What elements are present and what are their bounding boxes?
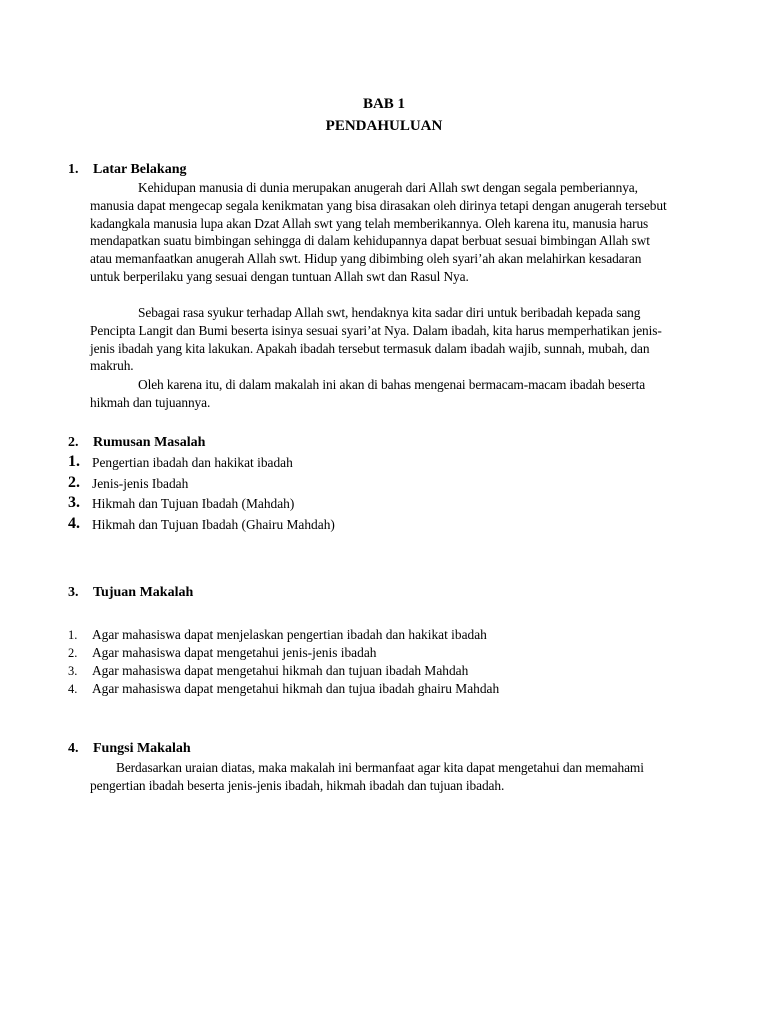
chapter-label: BAB 1 [362,96,406,112]
section-4-heading [68,740,191,758]
section-4-number: 4. [68,741,79,756]
document-page: BAB 1 PENDAHULUAN 1. Latar Belakang Kehidupan manusia di dunia merupakan anugerah dari Allah swt dengan segala pemberiannya, manusia dapat mengecap segala kenikmatan yang bisa dirasakan oleh dirinya tetapi dengan anugerah tersebut kadangkala manusia lupa akan Dzat Allah swt yang telah memberikannya. Oleh karena itu, manusia harus mendapatkan suatu bimbingan sehingga di dalam kehidupannya dapat berbuat sesuai bimbingan Allah swt atau memanfaatkan anugerah Allah swt. Hidup yang dibimbing oleh syari’ah akan melahirkan kesadaran untuk berperilaku yang sesuai dengan tuntuan Allah swt dan Rasul Nya. Sebagai rasa syukur terhadap Allah swt, hendaknya kita sadar diri untuk beribadah kepada sang Pencipta Langit dan Bumi beserta isinya sesuai syari’at Nya. Dalam ibadah, kita harus memperhatikan jenis-jenis ibadah yang kita lakukan. Apakah ibadah tersebut termasuk dalam ibadah wajib, sunnah, mubah, dan makruh. Oleh karena itu, di dalam makalah ini akan di bahas mengenai bermacam-macam ibadah beserta hikmah dan tujuannya. 2. Rumusan Masalah 1. Pengertian ibadah dan hakikat ibadah 2. Jenis-jenis Ibadah 3. Hikmah dan Tujuan Ibadah (Mahdah) 4. Hikmah dan Tujuan Ibadah (Ghairu Mahdah) 3. Tujuan Makalah 1. Agar mahasiswa dapat menjelaskan pengertian ibadah dan hakikat ibadah 2. Agar mahasiswa dapat mengetahui jenis-jenis ibadah 3. Agar mahasiswa dapat mengetahui hikmah dan tujuan ibadah Mahdah 4. Agar mahasiswa dapat mengetahui hikmah dan tujua ibadah ghairu Mahdah 4. Fungsi Makalah Berdasarkan uraian diatas, maka makalah ini bermanfaat agar kita dapat mengetahui dan memahami pengertian ibadah beserta jenis-jenis ibadah, hikmah ibadah dan tujuan ibadah. [0,0,768,1024]
section-1-heading [68,161,186,179]
section-1-title: Latar Belakang [93,162,187,177]
section-2-heading [68,434,205,452]
section-2-number: 2. [68,435,79,450]
chapter-title: PENDAHULUAN [325,118,443,134]
latar-belakang-paragraph-1: Kehidupan manusia di dunia merupakan anugerah dari Allah swt dengan segala pemberiannya, manusia dapat mengecap segala kenikmatan yang bisa dirasakan oleh dirinya tetapi dengan anugerah tersebut kadangkala manusia lupa akan Dzat Allah swt yang telah memberikannya. Oleh karena itu, manusia harus mendapatkan suatu bimbingan sehingga di dalam kehidupannya dapat berbuat sesuai bimbingan Allah swt atau memanfaatkan anugerah Allah swt. Hidup yang dibimbing oleh syari’ah akan melahirkan kesadaran untuk berperilaku yang sesuai dengan tuntuan Allah swt dan Rasul Nya. [90,180,667,284]
section-3-number: 3. [68,585,79,600]
latar-belakang-paragraph-2: Sebagai rasa syukur terhadap Allah swt, hendaknya kita sadar diri untuk beribadah kepada sang Pencipta Langit dan Bumi beserta isinya sesuai syari’at Nya. Dalam ibadah, kita harus memperhatikan jenis-jenis ibadah yang kita lakukan. Apakah ibadah tersebut termasuk dalam ibadah wajib, sunnah, mubah, dan makruh. [90,305,662,374]
section-3-title: Tujuan Makalah [93,585,194,600]
fungsi-makalah-paragraph: Berdasarkan uraian diatas, maka makalah ini bermanfaat agar kita dapat mengetahui dan memahami pengertian ibadah beserta jenis-jenis ibadah, hikmah ibadah dan tujuan ibadah. [90,760,644,793]
latar-belakang-paragraph-3: Oleh karena itu, di dalam makalah ini akan di bahas mengenai bermacam-macam ibadah beserta hikmah dan tujuannya. [90,377,646,410]
section-2-title: Rumusan Masalah [93,435,206,450]
section-4-title: Fungsi Makalah [93,741,191,756]
section-3-heading [68,584,193,602]
section-1-number: 1. [68,162,79,177]
